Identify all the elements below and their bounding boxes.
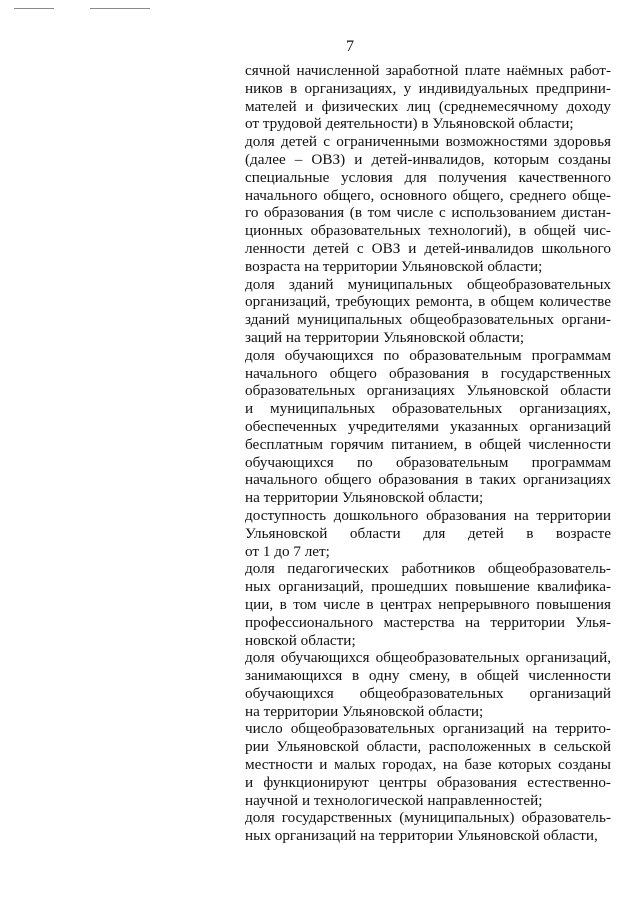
text-line: специальные условия для получения качественного xyxy=(245,168,611,186)
text-line: на территории Ульяновской области; xyxy=(245,489,484,507)
text-line: ников в организациях, у индивидуальных предприни- xyxy=(245,79,611,97)
text-line: го образования (в том числе с использованием дистан- xyxy=(245,204,611,222)
text-line: научной и технологической направленностей; xyxy=(245,791,543,809)
text-line: бесплатным горячим питанием, в общей численности xyxy=(245,435,611,453)
text-line: обучающихся общеобразовательных организаций xyxy=(245,684,611,702)
text-line: и функционируют центры образования естественно- xyxy=(245,773,611,791)
paragraph xyxy=(245,809,611,845)
text-line: сячной начисленной заработной плате наёмных работ- xyxy=(245,62,611,79)
paragraph xyxy=(245,133,611,275)
text-line: доля зданий муниципальных общеобразовательных xyxy=(245,275,611,293)
text-line: профессионального мастерства на территории Улья- xyxy=(245,613,611,631)
scan-artifact xyxy=(90,8,150,9)
paragraph xyxy=(245,347,611,507)
text-line: ции, в том числе в центрах непрерывного повышения xyxy=(245,595,611,613)
text-line: Ульяновской области для детей в возрасте xyxy=(245,524,611,542)
page-number: 7 xyxy=(346,38,354,55)
text-line: начального общего образования в таких организациях xyxy=(245,471,611,489)
text-line: обучающихся по образовательным программам xyxy=(245,453,611,471)
paragraph xyxy=(245,720,611,809)
text-line: доля педагогических работников общеобразователь- xyxy=(245,560,611,578)
text-line: доступность дошкольного образования на территории xyxy=(245,506,611,524)
text-line: ных организаций на территории Ульяновской области, xyxy=(245,827,598,845)
scan-artifact xyxy=(14,8,54,9)
text-line: ных организаций, прошедших повышение квалифика- xyxy=(245,578,611,596)
text-line: доля государственных (муниципальных) образователь- xyxy=(245,809,611,827)
text-line: доля обучающихся общеобразовательных организаций, xyxy=(245,649,611,667)
text-line: мателей и физических лиц (среднемесячному доходу xyxy=(245,97,611,115)
text-line: возраста на территории Ульяновской области; xyxy=(245,257,543,275)
text-line: новской области; xyxy=(245,631,356,649)
text-line: от трудовой деятельности) в Ульяновской области; xyxy=(245,115,574,133)
text-line: местности и малых городах, на базе которых созданы xyxy=(245,756,611,774)
text-line: организаций, требующих ремонта, в общем количестве xyxy=(245,293,611,311)
text-line: зданий муниципальных общеобразовательных органи- xyxy=(245,311,611,329)
text-line: и муниципальных образовательных организациях, xyxy=(245,400,611,418)
text-line: заций на территории Ульяновской области; xyxy=(245,328,525,346)
paragraph xyxy=(245,649,611,720)
text-line: число общеобразовательных организаций на террито- xyxy=(245,720,611,738)
text-line: рии Ульяновской области, расположенных в сельской xyxy=(245,738,611,756)
text-line: обеспеченных учредителями указанных организаций xyxy=(245,417,611,435)
paragraph xyxy=(245,276,611,347)
text-line: образовательных организациях Ульяновской области xyxy=(245,382,611,400)
text-line: ленности детей с ОВЗ и детей-инвалидов школьного xyxy=(245,239,611,257)
text-line: начального общего образования в государственных xyxy=(245,364,611,382)
text-line: (далее – ОВЗ) и детей-инвалидов, которым созданы xyxy=(245,150,611,168)
text-line: на территории Ульяновской области; xyxy=(245,702,484,720)
text-line: ционных образовательных технологий), в общей чис- xyxy=(245,222,611,240)
text-line: начального общего, основного общего, среднего обще- xyxy=(245,186,611,204)
paragraph xyxy=(245,507,611,560)
paragraph xyxy=(245,62,611,133)
document-body xyxy=(245,62,611,845)
text-line: доля обучающихся по образовательным программам xyxy=(245,346,611,364)
paragraph xyxy=(245,560,611,649)
text-line: от 1 до 7 лет; xyxy=(245,542,330,560)
text-line: занимающихся в одну смену, в общей численности xyxy=(245,667,611,685)
text-line: доля детей с ограниченными возможностями здоровья xyxy=(245,133,611,151)
